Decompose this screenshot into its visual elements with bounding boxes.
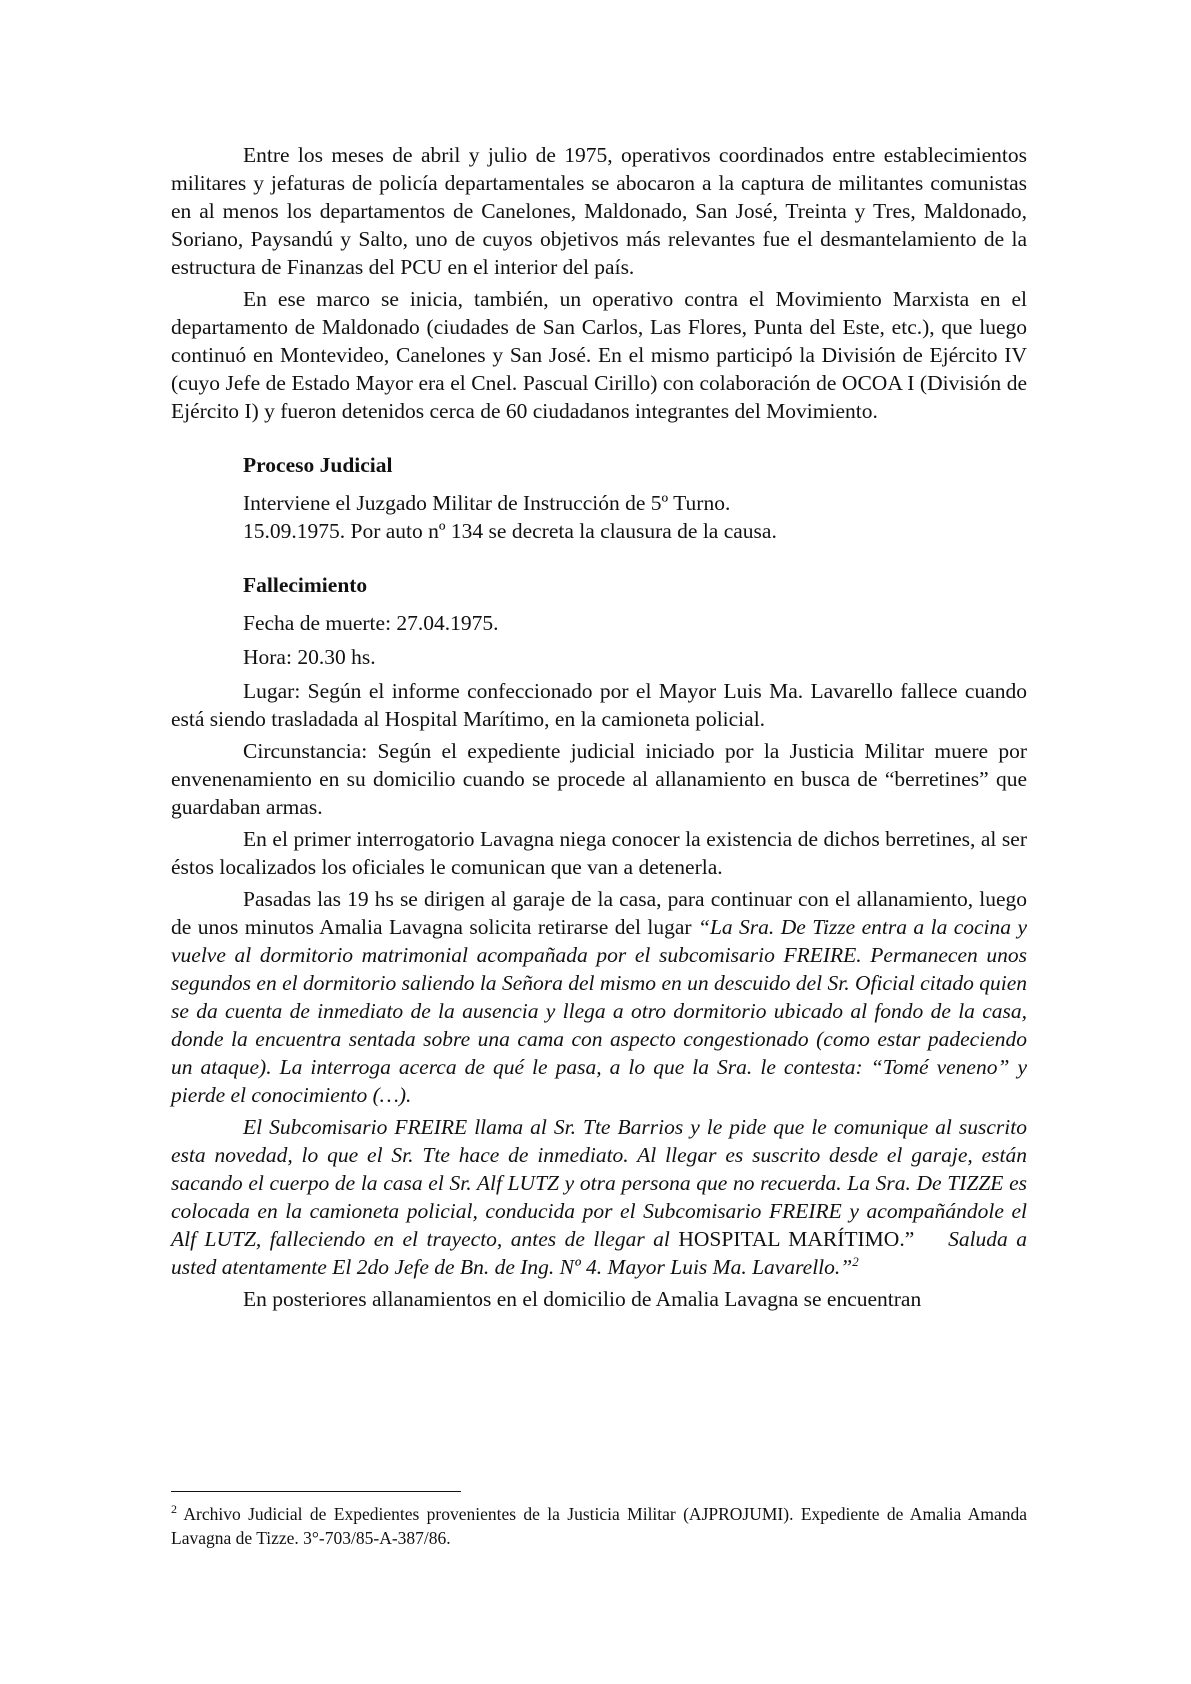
footnote-text: Archivo Judicial de Expedientes provenientes de la Justicia Militar (AJPROJUMI). Expediente de Amalia Amanda Lavagna de Tizze. 3°-703/85-A-387/86. xyxy=(171,1504,1027,1548)
paragraph-movimiento-marxista: En ese marco se inicia, también, un operativo contra el Movimiento Marxista en el departamento de Maldonado (ciudades de San Carlos, Las Flores, Punta del Este, etc.), que luego continuó en Montevideo, Canelones y San José. En el mismo participó la División de Ejército IV (cuyo Jefe de Estado Mayor era el Cnel. Pascual Cirillo) con colaboración de OCOA I (División de Ejército I) y fueron detenidos cerca de 60 ciudadanos integrantes del Movimiento. xyxy=(171,287,1027,423)
paragraph-circunstancia: Circunstancia: Según el expediente judicial iniciado por la Justicia Militar muere por envenenamiento en su domicilio cuando se procede al allanamiento en busca de “berretines” que guardaban armas. xyxy=(171,739,1027,819)
footnote xyxy=(171,1502,1027,1550)
garage-intro-text: Pasadas las 19 hs se dirigen al garaje de la casa, para continuar con el allanamiento, luego de unos minutos Amalia Lavagna solicita retirarse del lugar xyxy=(171,887,1027,939)
page-body xyxy=(171,141,1033,1317)
paragraph-allanamientos: En posteriores allanamientos en el domicilio de Amalia Lavagna se encuentran xyxy=(243,1287,922,1311)
paragraph-garaje xyxy=(171,885,1027,1109)
paragraph-lugar: Lugar: Según el informe confeccionado por el Mayor Luis Ma. Lavarello fallece cuando está siendo trasladada al Hospital Marítimo, en la camioneta policial. xyxy=(171,679,1027,731)
judicial-line-juzgado: Interviene el Juzgado Militar de Instrucción de 5º Turno. xyxy=(243,491,731,515)
paragraph-freire xyxy=(171,1113,1033,1281)
freire-quote-text: El Subcomisario FREIRE llama al Sr. Tte Barrios y le pide que le comunique al suscrito esta novedad, lo que el Sr. Tte hace de inmediato. Al llegar es suscrito desde el garaje, están sacando el cuerpo de la casa el Sr. Alf LUTZ y otra persona que no recuerda. La Sra. De TIZZE es colocada en la camioneta policial, conducida por el Subcomisario FREIRE y acompañándole el Alf LUTZ, falleciendo en el trayecto, antes de llegar al xyxy=(171,1115,1027,1251)
section-heading-fallecimiento: Fallecimiento xyxy=(243,573,368,597)
hospital-maritimo: HOSPITAL MARÍTIMO xyxy=(678,1227,900,1251)
garage-quote: “La Sra. De Tizze entra a la cocina y vuelve al dormitorio matrimonial acompañada por el subcomisario FREIRE. Permanecen unos segundos en el dormitorio saliendo la Señora del mismo en un descuido del Sr. Oficial citado quien se da cuenta de inmediato de la ausencia y llega a otro dormitorio ubicado al fondo de la casa, donde la encuentra sentada sobre una cama con aspecto congestionado (como estar padeciendo un ataque). La interroga acerca de qué le pasa, a lo que la Sra. le contesta: “Tomé veneno” y pierde el conocimiento (…). xyxy=(171,915,1027,1107)
signature-text: Saluda a usted atentamente El 2do Jefe de Bn. de Ing. Nº 4. Mayor Luis Ma. Lavarello.” xyxy=(171,1227,1033,1279)
paragraph-operativos: Entre los meses de abril y julio de 1975, operativos coordinados entre establecimientos militares y jefaturas de policía departamentales se abocaron a la captura de militantes comunistas en al menos los departamentos de Canelones, Maldonado, San José, Treinta y Tres, Maldonado, Soriano, Paysandú y Salto, uno de cuyos objetivos más relevantes fue el desmantelamiento de la estructura de Finanzas del PCU en el interior del país. xyxy=(171,143,1027,279)
section-heading-proceso-judicial: Proceso Judicial xyxy=(243,453,393,477)
paragraph-interrogatorio: En el primer interrogatorio Lavagna niega conocer la existencia de dichos berretines, al ser éstos localizados los oficiales le comunican que van a detenerla. xyxy=(171,827,1027,879)
quote-close: .” xyxy=(899,1227,915,1251)
death-date: Fecha de muerte: 27.04.1975. xyxy=(243,611,499,635)
death-hour: Hora: 20.30 hs. xyxy=(243,645,376,669)
footnote-reference[interactable]: 2 xyxy=(852,1253,859,1269)
footnote-mark: 2 xyxy=(171,1502,177,1517)
judicial-line-clausura: 15.09.1975. Por auto nº 134 se decreta la clausura de la causa. xyxy=(243,519,777,543)
footnote-divider xyxy=(171,1491,461,1492)
